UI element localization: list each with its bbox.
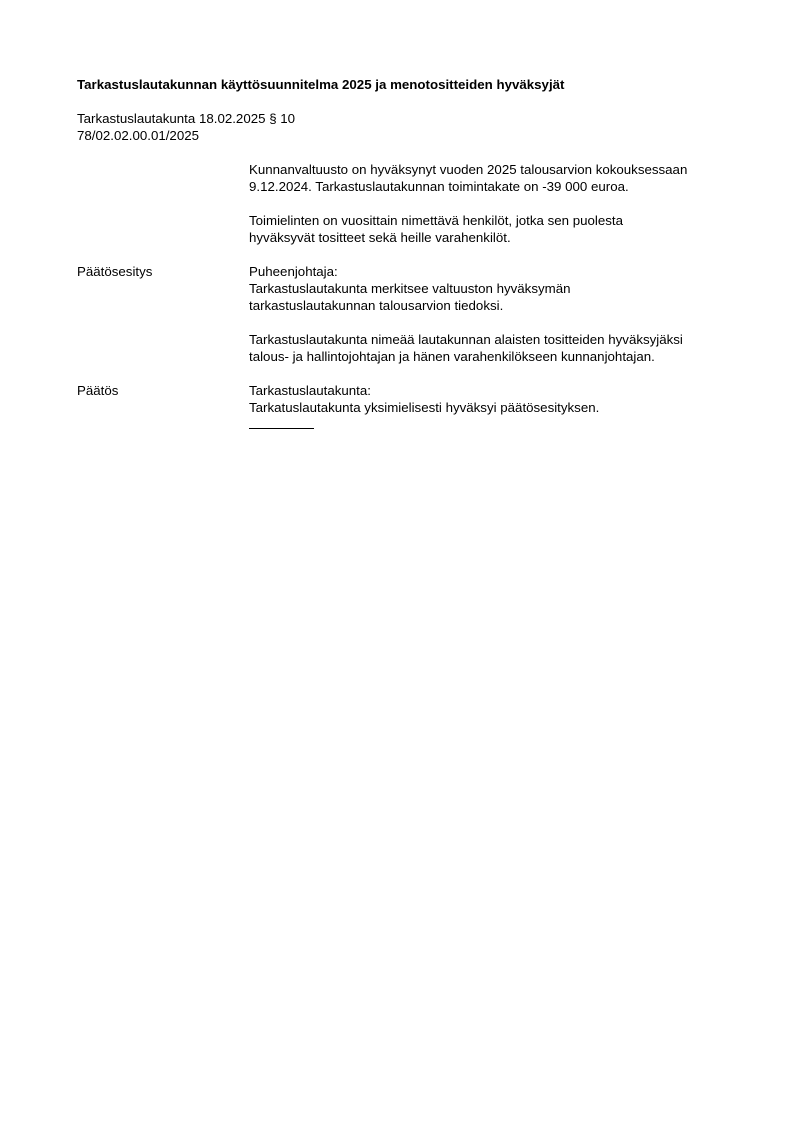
proposal-line: Tarkastuslautakunta merkitsee valtuuston hyväksymän <box>249 281 571 296</box>
proposal-content <box>249 263 737 365</box>
intro-line: Kunnanvaltuusto on hyväksynyt vuoden 2025 talousarvion kokouksessaan <box>249 162 688 177</box>
proposal-line: talous- ja hallintojohtajan ja hänen varahenkilökseen kunnanjohtajan. <box>249 349 655 364</box>
intro-line: Toimielinten on vuosittain nimettävä henkilöt, jotka sen puolesta <box>249 213 624 228</box>
intro-line: 9.12.2024. Tarkastuslautakunnan toimintakate on -39 000 euroa. <box>249 179 629 194</box>
proposal-paragraph <box>249 331 737 365</box>
reference-number: 78/02.02.00.01/2025 <box>77 128 200 143</box>
intro-content <box>249 161 737 246</box>
decision-text: Tarkatuslautakunta yksimielisesti hyväksyi päätösesityksen. <box>249 400 600 415</box>
signature-line <box>249 416 737 433</box>
proposal-line: Tarkastuslautakunta nimeää lautakunnan alaisten tositteiden hyväksyjäksi <box>249 332 683 347</box>
decision-section <box>77 382 737 433</box>
decision-speaker: Tarkastuslautakunta: <box>249 383 371 398</box>
document-title: Tarkastuslautakunnan käyttösuunnitelma 2025 ja menotositteiden hyväksyjät <box>77 77 565 92</box>
proposal-paragraph <box>249 280 737 314</box>
proposal-label: Päätösesitys <box>77 264 153 279</box>
intro-line: hyväksyvät tositteet sekä heille varahenkilöt. <box>249 230 511 245</box>
meeting-line: Tarkastuslautakunta 18.02.2025 § 10 <box>77 111 296 126</box>
decision-label: Päätös <box>77 383 119 398</box>
meeting-info <box>77 110 737 144</box>
decision-content <box>249 382 737 433</box>
proposal-speaker: Puheenjohtaja: <box>249 264 338 279</box>
proposal-section <box>77 263 737 365</box>
proposal-line: tarkastuslautakunnan talousarvion tiedoksi. <box>249 298 504 313</box>
intro-paragraph <box>249 161 737 195</box>
intro-section <box>77 161 737 246</box>
document-page <box>77 76 737 433</box>
intro-label <box>77 161 249 246</box>
intro-paragraph <box>249 212 737 246</box>
